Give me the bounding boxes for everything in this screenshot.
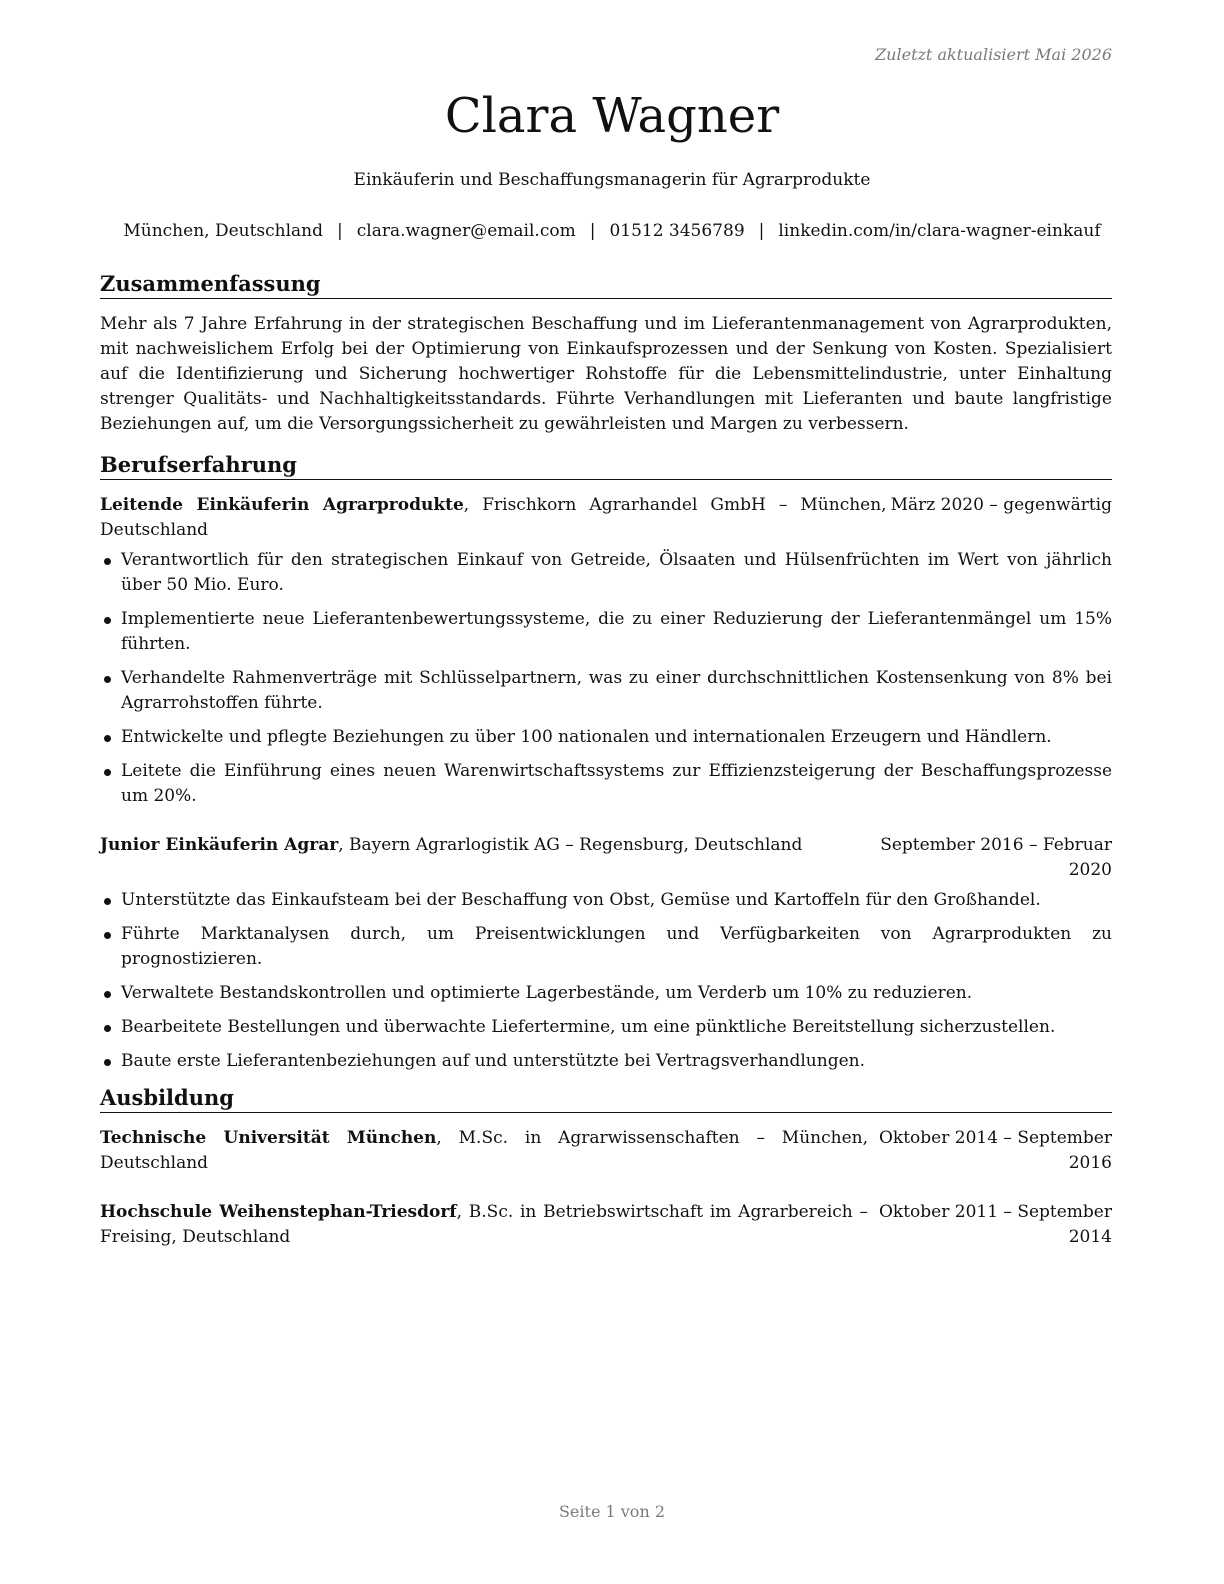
list-item: Führte Marktanalysen durch, um Preisentwicklungen und Verfügbarkeiten von Agrarprodukten zu prognostizieren.	[100, 922, 1112, 972]
list-item: Entwickelte und pflegte Beziehungen zu über 100 nationalen und internationalen Erzeugern und Händlern.	[100, 725, 1112, 750]
education-entry	[100, 1126, 1112, 1176]
job-role: Leitende Einkäuferin Agrarprodukte	[100, 495, 464, 515]
list-item: Baute erste Lieferantenbeziehungen auf und unterstützte bei Vertragsverhandlungen.	[100, 1049, 1112, 1074]
education-dates: Oktober 2011 – September 2014	[878, 1202, 1112, 1247]
job-entry	[100, 493, 1112, 809]
list-item: Bearbeitete Bestellungen und überwachte Liefertermine, um eine pünktliche Bereitstellung sicherzustellen.	[100, 1015, 1112, 1040]
section-heading-education: Ausbildung	[100, 1084, 1112, 1113]
list-item: Implementierte neue Lieferantenbewertungssysteme, die zu einer Reduzierung der Lieferantenmängel um 15% führten.	[100, 607, 1112, 657]
education-entry	[100, 1200, 1112, 1250]
page-number: Seite 1 von 2	[558, 1502, 666, 1521]
contact-linkedin[interactable]: linkedin.com/in/clara-wagner-einkauf	[778, 221, 1101, 241]
job-header	[100, 833, 1112, 883]
list-item: Verwaltete Bestandskontrollen und optimierte Lagerbestände, um Verderb um 10% zu reduzieren.	[100, 981, 1112, 1006]
list-item: Unterstützte das Einkaufsteam bei der Beschaffung von Obst, Gemüse und Kartoffeln für den Großhandel.	[100, 888, 1112, 913]
contact-separator: |	[589, 221, 596, 241]
last-updated-note: Zuletzt aktualisiert Mai 2026	[875, 45, 1112, 64]
list-item: Verhandelte Rahmenverträge mit Schlüsselpartnern, was zu einer durchschnittlichen Kostensenkung von 8% bei Agrarrohstoffen führte.	[100, 666, 1112, 716]
job-company: , Frischkorn Agrarhandel GmbH – München, Deutschland	[100, 495, 887, 540]
contact-phone[interactable]: 01512 3456789	[609, 221, 745, 241]
job-header	[100, 493, 1112, 543]
contact-location: München, Deutschland	[123, 221, 324, 241]
list-item: Leitete die Einführung eines neuen Warenwirtschaftssystems zur Effizienzsteigerung der Beschaffungsprozesse um 20%.	[100, 759, 1112, 809]
job-bullets	[100, 888, 1112, 1074]
job-company: , Bayern Agrarlogistik AG – Regensburg, Deutschland	[338, 835, 803, 855]
candidate-name: Clara Wagner	[444, 88, 780, 144]
resume-body	[100, 270, 1112, 1274]
contact-separator: |	[337, 221, 343, 241]
job-bullets	[100, 548, 1112, 809]
education-title-line	[100, 1126, 868, 1176]
section-heading-experience: Berufserfahrung	[100, 451, 1112, 480]
contact-separator: |	[758, 221, 765, 241]
education-degree: , M.Sc. in Agrarwissenschaften – München, Deutschland	[100, 1128, 868, 1173]
job-dates: September 2016 – Februar 2020	[880, 835, 1112, 880]
contact-email[interactable]: clara.wagner@email.com	[356, 221, 576, 241]
section-heading-summary: Zusammenfassung	[100, 270, 1112, 299]
summary-text: Mehr als 7 Jahre Erfahrung in der strategischen Beschaffung und im Lieferantenmanagement von Agrarprodukten, mit nachweislichem Erfolg bei der Optimierung von Einkaufsprozessen und der Senkung von Kosten. Spezialisiert auf die Identifizierung und Sicherung hochwertiger Rohstoffe für die Lebensmittelindustrie, unter Einhaltung strenger Qualitäts- und Nachhaltigkeitsstandards. Führte Verhandlungen mit Lieferanten und baute langfristige Beziehungen auf, um die Versorgungssicherheit zu gewährleisten und Margen zu verbessern.	[100, 314, 1112, 434]
contact-line	[0, 219, 1224, 243]
education-degree: , B.Sc. in Betriebswirtschaft im Agrarbereich – Freising, Deutschland	[100, 1202, 868, 1247]
list-item: Verantwortlich für den strategischen Einkauf von Getreide, Ölsaaten und Hülsenfrüchten im Wert von jährlich über 50 Mio. Euro.	[100, 548, 1112, 598]
candidate-title: Einkäuferin und Beschaffungsmanagerin für Agrarprodukte	[353, 170, 871, 190]
job-title-line	[100, 833, 868, 858]
job-entry	[100, 833, 1112, 1074]
job-role: Junior Einkäuferin Agrar	[100, 835, 339, 855]
job-dates: März 2020 – gegenwärtig	[890, 495, 1112, 515]
education-dates: Oktober 2014 – September 2016	[878, 1128, 1112, 1173]
education-school: Technische Universität München	[100, 1128, 437, 1148]
education-title-line	[100, 1200, 868, 1250]
job-title-line	[100, 493, 887, 543]
education-school: Hochschule Weihenstephan-Triesdorf	[100, 1202, 457, 1222]
